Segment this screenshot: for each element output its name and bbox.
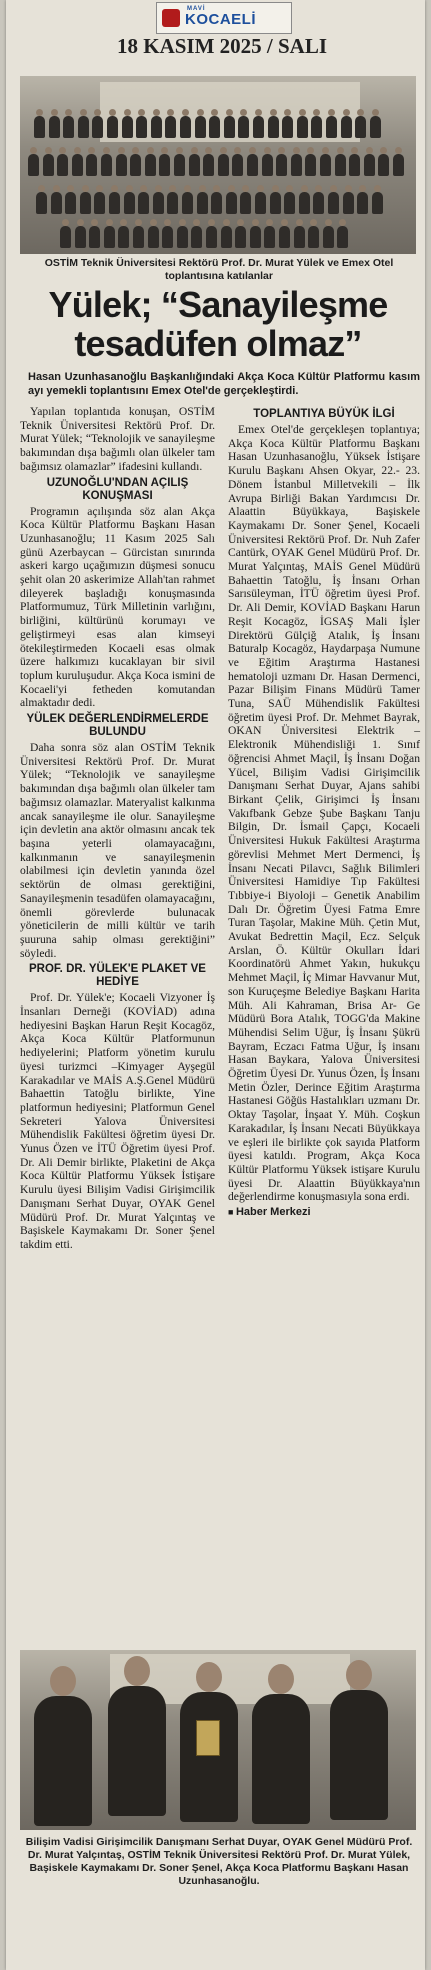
attendee-figure (153, 192, 164, 214)
attendee-figure (174, 154, 185, 176)
attendee-figure (264, 226, 275, 248)
attendee-figure (162, 226, 173, 248)
attendee-figure (197, 192, 208, 214)
issue-date: 18 KASIM 2025 / SALI (116, 34, 328, 58)
section-subhead: TOPLANTIYA BÜYÜK İLGİ (253, 408, 395, 420)
attendee-figure (270, 192, 281, 214)
attendee-figure (151, 116, 162, 138)
attendee-figure (145, 154, 156, 176)
article-paragraph: Daha sonra söz alan OSTİM Teknik Üniversitesi Rektörü Prof. Dr. Murat Yülek; “Teknolojik ve sanayileşme bakımından dışa bağımlı olan ülkeler tam bağımsız olamazlar. Materyalist kalkınma ancak sanayileşme ile olur. Sanayileşme için devletin ana aktör olmasını ancak tek başına yeterli olamayacağını, kalkınmanın ve sanayileşmenin olabilmesi için devletin yanında özel sektörün de olması gerektiğini, Sanayileşmenin tesadüfen olamayacağını, önemli görevlerde bulunacak yöneticilerin de milli kültür ve tarih şuuruna sahip olması gerektiğini” söyledi. (20, 741, 215, 960)
attendee-figure (255, 192, 266, 214)
article-headline: Yülek; “Sanayileşme tesadüfen olmaz” (48, 284, 388, 364)
attendee-figure (116, 154, 127, 176)
attendee-figure (72, 154, 83, 176)
attendee-figure (203, 154, 214, 176)
attendee-figure (320, 154, 331, 176)
section-subhead: YÜLEK DEĞERLENDİRMELERDE BULUNDU (26, 713, 209, 739)
attendee-figure (36, 192, 47, 214)
attendee-figure (75, 226, 86, 248)
attendee-figure (349, 154, 360, 176)
attendee-figure (65, 192, 76, 214)
group-photo (20, 76, 416, 254)
attendee-figure (247, 154, 258, 176)
attendee-figure (133, 226, 144, 248)
attendee-figure (364, 154, 375, 176)
attendee-figure (305, 154, 316, 176)
attendee-figure (80, 192, 91, 214)
attendee-figure (357, 192, 368, 214)
attendee-figure (206, 226, 217, 248)
person-figure (180, 1692, 238, 1822)
attendee-figure (224, 116, 235, 138)
attendee-figure (165, 116, 176, 138)
attendee-figure (268, 116, 279, 138)
attendee-figure (124, 192, 135, 214)
attendee-figure (232, 154, 243, 176)
attendee-figure (341, 116, 352, 138)
attendee-figure (51, 192, 62, 214)
attendee-figure (92, 116, 103, 138)
attendee-figure (226, 192, 237, 214)
attendee-figure (180, 116, 191, 138)
attendee-figure (138, 192, 149, 214)
attendee-figure (328, 192, 339, 214)
attendee-figure (311, 116, 322, 138)
attendee-figure (372, 192, 383, 214)
attendee-figure (253, 116, 264, 138)
attendee-figure (191, 226, 202, 248)
attendee-figure (57, 154, 68, 176)
attendee-figure (118, 226, 129, 248)
attendee-figure (182, 192, 193, 214)
article-deck: Hasan Uzunhasanoğlu Başkanlığındaki Akça Koca Kültür Platformu kasım ayı yemekli toplantısını Emex Otel'de gerçekleştirdi. (28, 371, 420, 397)
attendee-figure (159, 154, 170, 176)
attendee-figure (276, 154, 287, 176)
person-figure (34, 1696, 92, 1826)
attendee-figure (86, 154, 97, 176)
attendee-figure (122, 116, 133, 138)
award-plaque (196, 1720, 220, 1756)
section-subhead: UZUNOĞLU'NDAN AÇILIŞ KONUŞMASI (46, 476, 189, 502)
attendee-figure (355, 116, 366, 138)
article-right-column (228, 405, 420, 1220)
attendee-figure (89, 226, 100, 248)
award-photo (20, 1650, 416, 1830)
section-subhead: PROF. DR. YÜLEK'E PLAKET VE HEDİYE (29, 963, 206, 989)
person-figure (108, 1686, 166, 1816)
attendee-figure (136, 116, 147, 138)
attendee-figure (221, 226, 232, 248)
attendee-figure (34, 116, 45, 138)
article-paragraph: Emex Otel'de gerçekleşen toplantıya; Akça Koca Kültür Platformu Başkanı Hasan Uzunhasanoğlu, Yüksek İstişare Kurulu Başkanı Ahsen Okyar, 22.- 23. Dönem İstanbul Milletvekili – İlk Avrupa Birliği Bakan Yardımcısı Dr. Alaattin Büyükkaya, Başiskele Kaymakamı Dr. Soner Şenel, Kocaeli Üniversitesi Rektörü Prof. Dr. Nuh Zafer Cantürk, OYAK Genel Müdürü Prof. Dr. Murat Yalçıntaş, MAİS Genel Müdürü Bahaettin Tatoğlu, İş İnsanı Orhan Sarısüleyman, İTÜ öğretim üyesi Prof. Dr. Ali Demir, KOVİAD Başkanı Harun Reşit Kocagöz, İGSAŞ Mali İşler Direktörü Gülçiğ Atalık, İş İnsanı Baturalp Kocagöz, Haydarpaşa Numune ve Eğitim Araştırma Hastanesi hematoloji uzmanı Dr. Hasan Dermenci, Pazar Bilişim Finans Müdürü Tamer Tuna, SAÜ Mühendislik Fakültesi öğretim üyesi Prof. Dr. Mehmet Bayrak, OKAN Üniversitesi Elektrik – Elektronik Mühendisliği 1. Sınıf öğrencisi Ahmet Maçil, İş İnsanı Doğan Yücel, Bilişim Vadisi Girişimcilik Danışmanı Serhat Duyar, Ajans sahibi Birkant Çelik, Girişimci İş İnsanı Vakıfbank Gebze Şube Başkanı Tanju Bilgin, Dr. İsmail Çapçı, Kocaeli Üniversitesi Hukuk Fakültesi Araştırma görevlisi Mehmet Mert Dermenci, İş İnsanı Necati Pilavcı, Sağlık Bilimleri Üniversitesi Hamidiye Tıp Fakültesi Tıbbiye-i Biyoloji – Genetik Anabilim Dalı Dr. Öğretim Üyesi Fatma Emre Turan Taşolar, Makine Müh. Çetin Mut, Avukat Bedrettin Maçil, Ecz. Selçuk Arslan, Ö. Kültür Okulları İdari Koordinatörü Ahmet Yakın, hukukçu Mehmet Maçil, İç Mimar Havvanur Mut, son Kuruçeşme Belediye Başkanı Harita Müh. Ali Kahraman, Brisa Ar- Ge Müdürü Bora Atalık, TOGG'da Makine Mühendisi Selim Uğur, İş İnsanı Şükrü Bayram, Eczacı Fatma Uğur, İş insanı Hasan Baykara, Yalova Üniversitesi Öğretim Üyesi Dr. Yunus Özen, İş İnsanı Metin Özler, Derince Eğitim Araştırma Hastanesi Göğüs Hastalıkları uzmanı Dr. Oktay Taşolar, İnşaat Y. Müh. Coşkun Karakadılar, İş İnsanı Necati Büyükkaya ve eşleri ile birlikte çok sayıda Platform üyesi katıldı. Program, Akça Koca Kültür Platformu Yüksek istişare Kurulu üyesi Dr. Alaattin Büyükkaya'nın değerlendirme konuşmasıyla sona erdi. (228, 423, 420, 1204)
attendee-figure (167, 192, 178, 214)
attendee-figure (291, 154, 302, 176)
masthead-brand: KOCAELİ (185, 11, 256, 28)
attendee-figure (323, 226, 334, 248)
attendee-figure (238, 116, 249, 138)
attendee-figure (209, 116, 220, 138)
attendee-figure (78, 116, 89, 138)
top-photo-caption: OSTİM Teknik Üniversitesi Rektörü Prof. Dr. Murat Yülek ve Emex Otel toplantısına katılanlar (44, 257, 394, 282)
attendee-figure (130, 154, 141, 176)
attendee-figure (107, 116, 118, 138)
attendee-figure (28, 154, 39, 176)
attendee-figure (308, 226, 319, 248)
person-figure (252, 1694, 310, 1824)
attendee-figure (378, 154, 389, 176)
attendee-figure (101, 154, 112, 176)
attendee-figure (337, 226, 348, 248)
attendee-figure (313, 192, 324, 214)
attendee-figure (60, 226, 71, 248)
article-byline: ■ Haber Merkezi (228, 1206, 420, 1220)
article-left-column (20, 405, 215, 1252)
attendee-figure (211, 192, 222, 214)
attendee-figure (294, 226, 305, 248)
person-figure (330, 1690, 388, 1820)
attendee-figure (104, 226, 115, 248)
attendee-figure (240, 192, 251, 214)
masthead-brand-small: MAVİ (187, 6, 206, 12)
attendee-figure (393, 154, 404, 176)
attendee-figure (235, 226, 246, 248)
article-paragraph: Programın açılışında söz alan Akça Koca Kültür Platformu Başkanı Hasan Uzunhasanoğlu; 11 Kasım 2025 Salı günü Azerbaycan – Gürcistan sınırında askeri kargo uçağımızın düşmesi sonucu şehit olan 20 askerimize Allah'tan rahmet dileyerek başladığı konuşmasında Platformumuz, Türk Milletinin varlığını, birliğini, kültürünü korumayı ve geliştirmeyi esas alan kimseyi ötekileştirmeden Kocaeli esas olmak üzere halkımızı kucaklayan bir sivil toplum kuruluşudur. Akça Koca ismini de Kocaeli'yi fetheden komutandan almaktadır dedi. (20, 504, 215, 710)
attendee-figure (218, 154, 229, 176)
attendee-figure (250, 226, 261, 248)
attendee-figure (297, 116, 308, 138)
attendee-figure (370, 116, 381, 138)
attendee-figure (49, 116, 60, 138)
attendee-figure (148, 226, 159, 248)
attendee-figure (189, 154, 200, 176)
bottom-photo-caption: Bilişim Vadisi Girişimcilik Danışmanı Serhat Duyar, OYAK Genel Müdürü Prof. Dr. Murat Yalçıntaş, OSTİM Teknik Üniversitesi Rektörü Prof. Dr. Murat Yülek, Başiskele Kaymakamı Dr. Soner Şenel, Akça Koca Platformu Başkanı Hasan Uzunhasanoğlu. (25, 1836, 413, 1887)
attendee-figure (282, 116, 293, 138)
attendee-figure (109, 192, 120, 214)
attendee-figure (195, 116, 206, 138)
attendee-figure (284, 192, 295, 214)
attendee-figure (299, 192, 310, 214)
attendee-figure (335, 154, 346, 176)
newspaper-logo-icon (162, 9, 180, 27)
newspaper-page (6, 0, 425, 1970)
attendee-figure (326, 116, 337, 138)
attendee-figure (43, 154, 54, 176)
masthead (156, 2, 292, 34)
article-paragraph: Prof. Dr. Yülek'e; Kocaeli Vizyoner İş İnsanları Derneği (KOVİAD) adına hediyesini Başkan Harun Reşit Kocagöz, Akça Koca Kültür Platformunun hediyelerini; Platform yönetim kurulu üyesi turizmci –Kimyager Ayşegül Karakadılar ve MAİS A.Ş.Genel Müdürü Bahaettin Tatoğlu birlikte, Yine platformun hediyesini; Platformun Genel Sekreteri Yalova Üniversitesi Mühendislik Fakültesi öğretim üyesi Dr. Yunus Özen ve İTÜ Öğretim üyesi Prof. Dr. Ali Demir birlikte, Plaketini de Akça Koca Kültür Platformu Yüksek İstişare Kurulu üyesi Bilişim Vadisi Girişimcilik Danışmanı Serhat Duyar, OYAK Genel Müdürü Prof. Dr. Murat Yalçıntaş ve Başiskele Kaymakamı Dr. Soner Şenel takdim etti. (20, 991, 215, 1251)
article-paragraph: Yapılan toplantıda konuşan, OSTİM Teknik Üniversitesi Rektörü Prof. Dr. Murat Yülek; “Teknolojik ve sanayileşme bakımından dışa bağımlı olan ülkeler tam bağımsız olamazlar” ifadesini kullandı. (20, 405, 215, 473)
attendee-figure (177, 226, 188, 248)
attendee-figure (63, 116, 74, 138)
attendee-figure (94, 192, 105, 214)
attendee-figure (343, 192, 354, 214)
attendee-figure (262, 154, 273, 176)
attendee-figure (279, 226, 290, 248)
